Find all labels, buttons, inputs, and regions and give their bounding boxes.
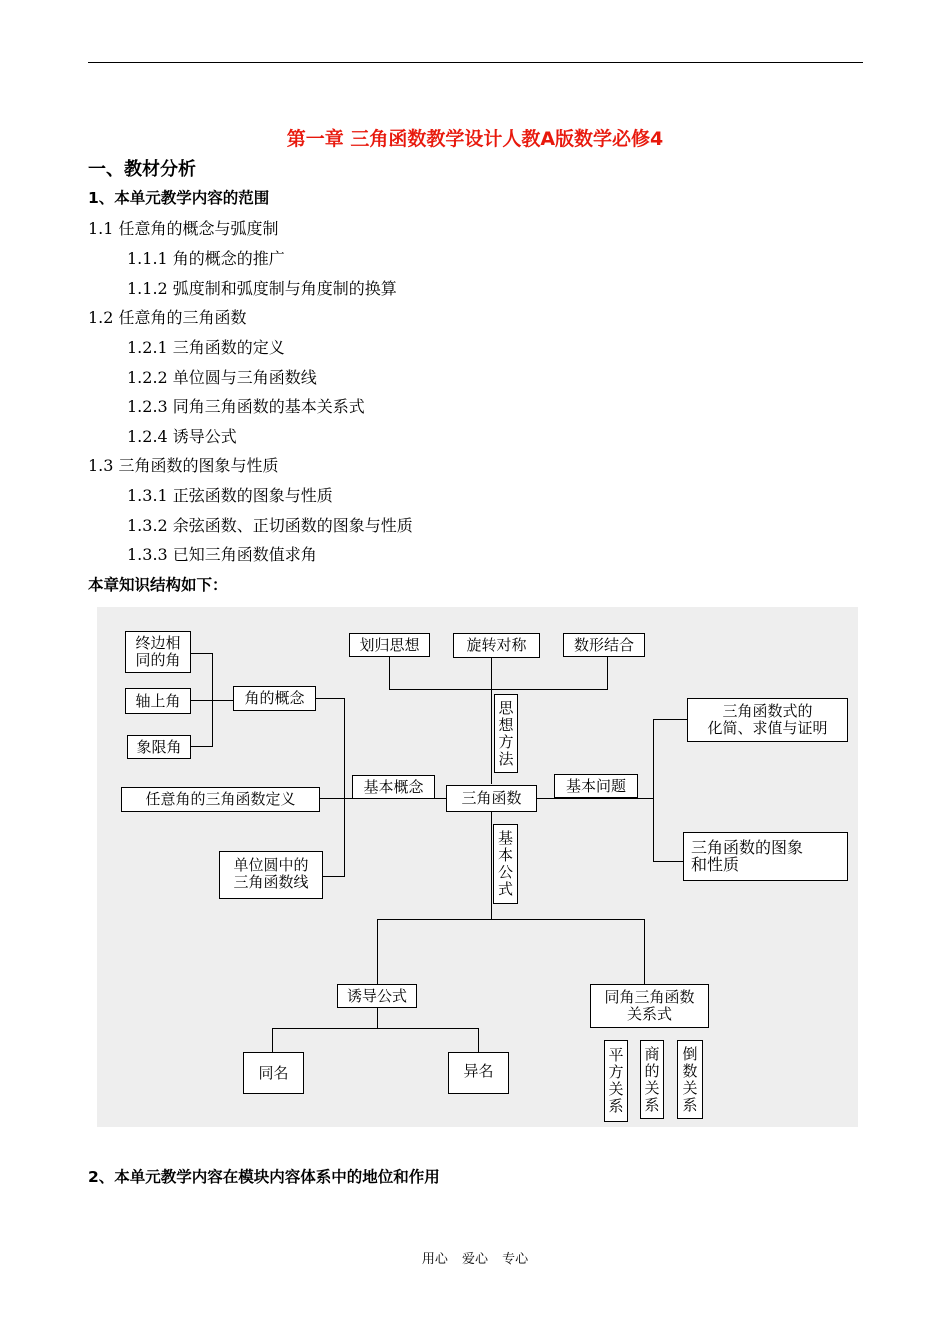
structure-intro: 本章知识结构如下：: [88, 576, 228, 594]
connector-line: [322, 876, 345, 877]
node-char: 方: [608, 1063, 624, 1081]
connector-line: [653, 719, 688, 720]
subheading-role: 2、本单元教学内容在模块内容体系中的地位和作用: [88, 1168, 440, 1186]
connector-line: [607, 657, 608, 690]
node-char: 倒: [682, 1044, 698, 1063]
node-simplify-evaluate-prove: [687, 698, 848, 742]
toc-item: 1.1.2 弧度制和弧度制与角度制的换算: [127, 279, 397, 298]
toc-item: 1.3.1 正弦函数的图象与性质: [127, 486, 333, 505]
node-line: 同的角: [135, 651, 181, 669]
connector-line: [389, 657, 390, 690]
connector-line: [491, 812, 492, 920]
node-basic-problem: 基本问题: [554, 774, 638, 798]
node-quadrant-angle: 象限角: [127, 735, 191, 759]
node-char: 方: [498, 732, 514, 751]
node-char: 系: [682, 1095, 698, 1114]
node-same-angle-relations: [590, 984, 709, 1028]
node-char: 数: [682, 1061, 698, 1080]
node-any-angle-definition: 任意角的三角函数定义: [121, 787, 320, 812]
node-char: 系: [644, 1095, 660, 1114]
toc-item: 1.2.3 同角三角函数的基本关系式: [127, 397, 365, 416]
node-line: 同角三角函数: [604, 988, 695, 1006]
toc-item: 1.2 任意角的三角函数: [88, 308, 247, 327]
section-heading-analysis: 一、教材分析: [88, 159, 196, 180]
node-line: 三角函数的图象: [691, 838, 804, 857]
node-reduction-thought: 划归思想: [349, 633, 430, 657]
toc-item: 1.2.1 三角函数的定义: [127, 338, 285, 357]
node-line: 三角函数线: [233, 873, 309, 891]
toc-item: 1.1.1 角的概念的推广: [127, 249, 285, 268]
connector-line: [653, 719, 654, 862]
connector-line: [377, 919, 645, 920]
node-line: 终边相: [135, 634, 181, 652]
page-title: 第一章 三角函数教学设计人教A版数学必修4: [286, 128, 664, 150]
toc-item: 1.3 三角函数的图象与性质: [88, 456, 279, 475]
node-unit-circle-lines: [219, 851, 323, 899]
connector-line: [272, 1028, 479, 1029]
toc-item: 1.3.2 余弦函数、正切函数的图象与性质: [127, 516, 413, 535]
node-terminal-same-angle: [125, 631, 191, 673]
connector-line: [315, 698, 345, 699]
node-axis-angle: 轴上角: [125, 688, 191, 714]
toc-item: 1.3.3 已知三角函数值求角: [127, 545, 317, 564]
node-char: 的: [644, 1061, 660, 1080]
page-footer: 用心 爱心 专心: [421, 1252, 529, 1267]
node-reciprocal-relation: [677, 1040, 703, 1119]
node-same-name: 同名: [243, 1052, 304, 1094]
node-char: 关: [644, 1078, 660, 1097]
node-char: 想: [498, 715, 514, 734]
node-char: 关: [682, 1078, 698, 1097]
node-char: 公: [497, 863, 513, 881]
node-char: 平: [608, 1046, 624, 1064]
node-basic-formula: [493, 824, 518, 904]
node-induction-formula: 诱导公式: [337, 984, 417, 1008]
node-line: 化简、求值与证明: [707, 719, 828, 737]
node-thought-method: [494, 694, 518, 773]
node-different-name: 异名: [448, 1052, 509, 1094]
node-square-relation: [604, 1040, 628, 1122]
connector-line: [190, 653, 213, 654]
node-char: 商: [644, 1044, 660, 1063]
node-rotation-symmetry: 旋转对称: [453, 633, 540, 658]
connector-line: [190, 746, 213, 747]
node-basic-concept: 基本概念: [352, 775, 435, 799]
connector-line: [389, 689, 608, 690]
connector-line: [644, 919, 645, 986]
node-line: 三角函数式的: [722, 702, 813, 720]
node-graph-and-properties: [683, 832, 848, 881]
node-line: 关系式: [626, 1005, 672, 1023]
connector-line: [272, 1028, 273, 1053]
connector-line: [653, 861, 684, 862]
connector-line: [377, 1007, 378, 1029]
connector-line: [491, 657, 492, 784]
node-line: 单位圆中的: [233, 856, 309, 874]
connector-line: [478, 1028, 479, 1053]
subheading-scope: 1、本单元教学内容的范围: [88, 189, 270, 207]
node-line: 和性质: [691, 855, 740, 874]
node-char: 关: [608, 1080, 624, 1098]
header-rule: [88, 62, 863, 63]
toc-item: 1.1 任意角的概念与弧度制: [88, 219, 279, 238]
toc-item: 1.2.2 单位圆与三角函数线: [127, 368, 317, 387]
node-char: 系: [608, 1097, 624, 1115]
node-angle-concept: 角的概念: [233, 686, 316, 711]
connector-line: [536, 798, 654, 799]
node-char: 本: [497, 846, 513, 864]
node-char: 式: [497, 880, 513, 898]
toc-item: 1.2.4 诱导公式: [127, 427, 237, 446]
connector-line: [377, 919, 378, 986]
node-char: 思: [498, 698, 514, 717]
node-quotient-relation: [640, 1040, 664, 1119]
node-char: 法: [498, 749, 514, 768]
node-number-shape-combination: 数形结合: [563, 633, 645, 657]
connector-line: [344, 698, 345, 877]
node-char: 基: [497, 829, 513, 847]
connector-line: [212, 653, 213, 747]
node-trig-function: 三角函数: [446, 785, 537, 812]
